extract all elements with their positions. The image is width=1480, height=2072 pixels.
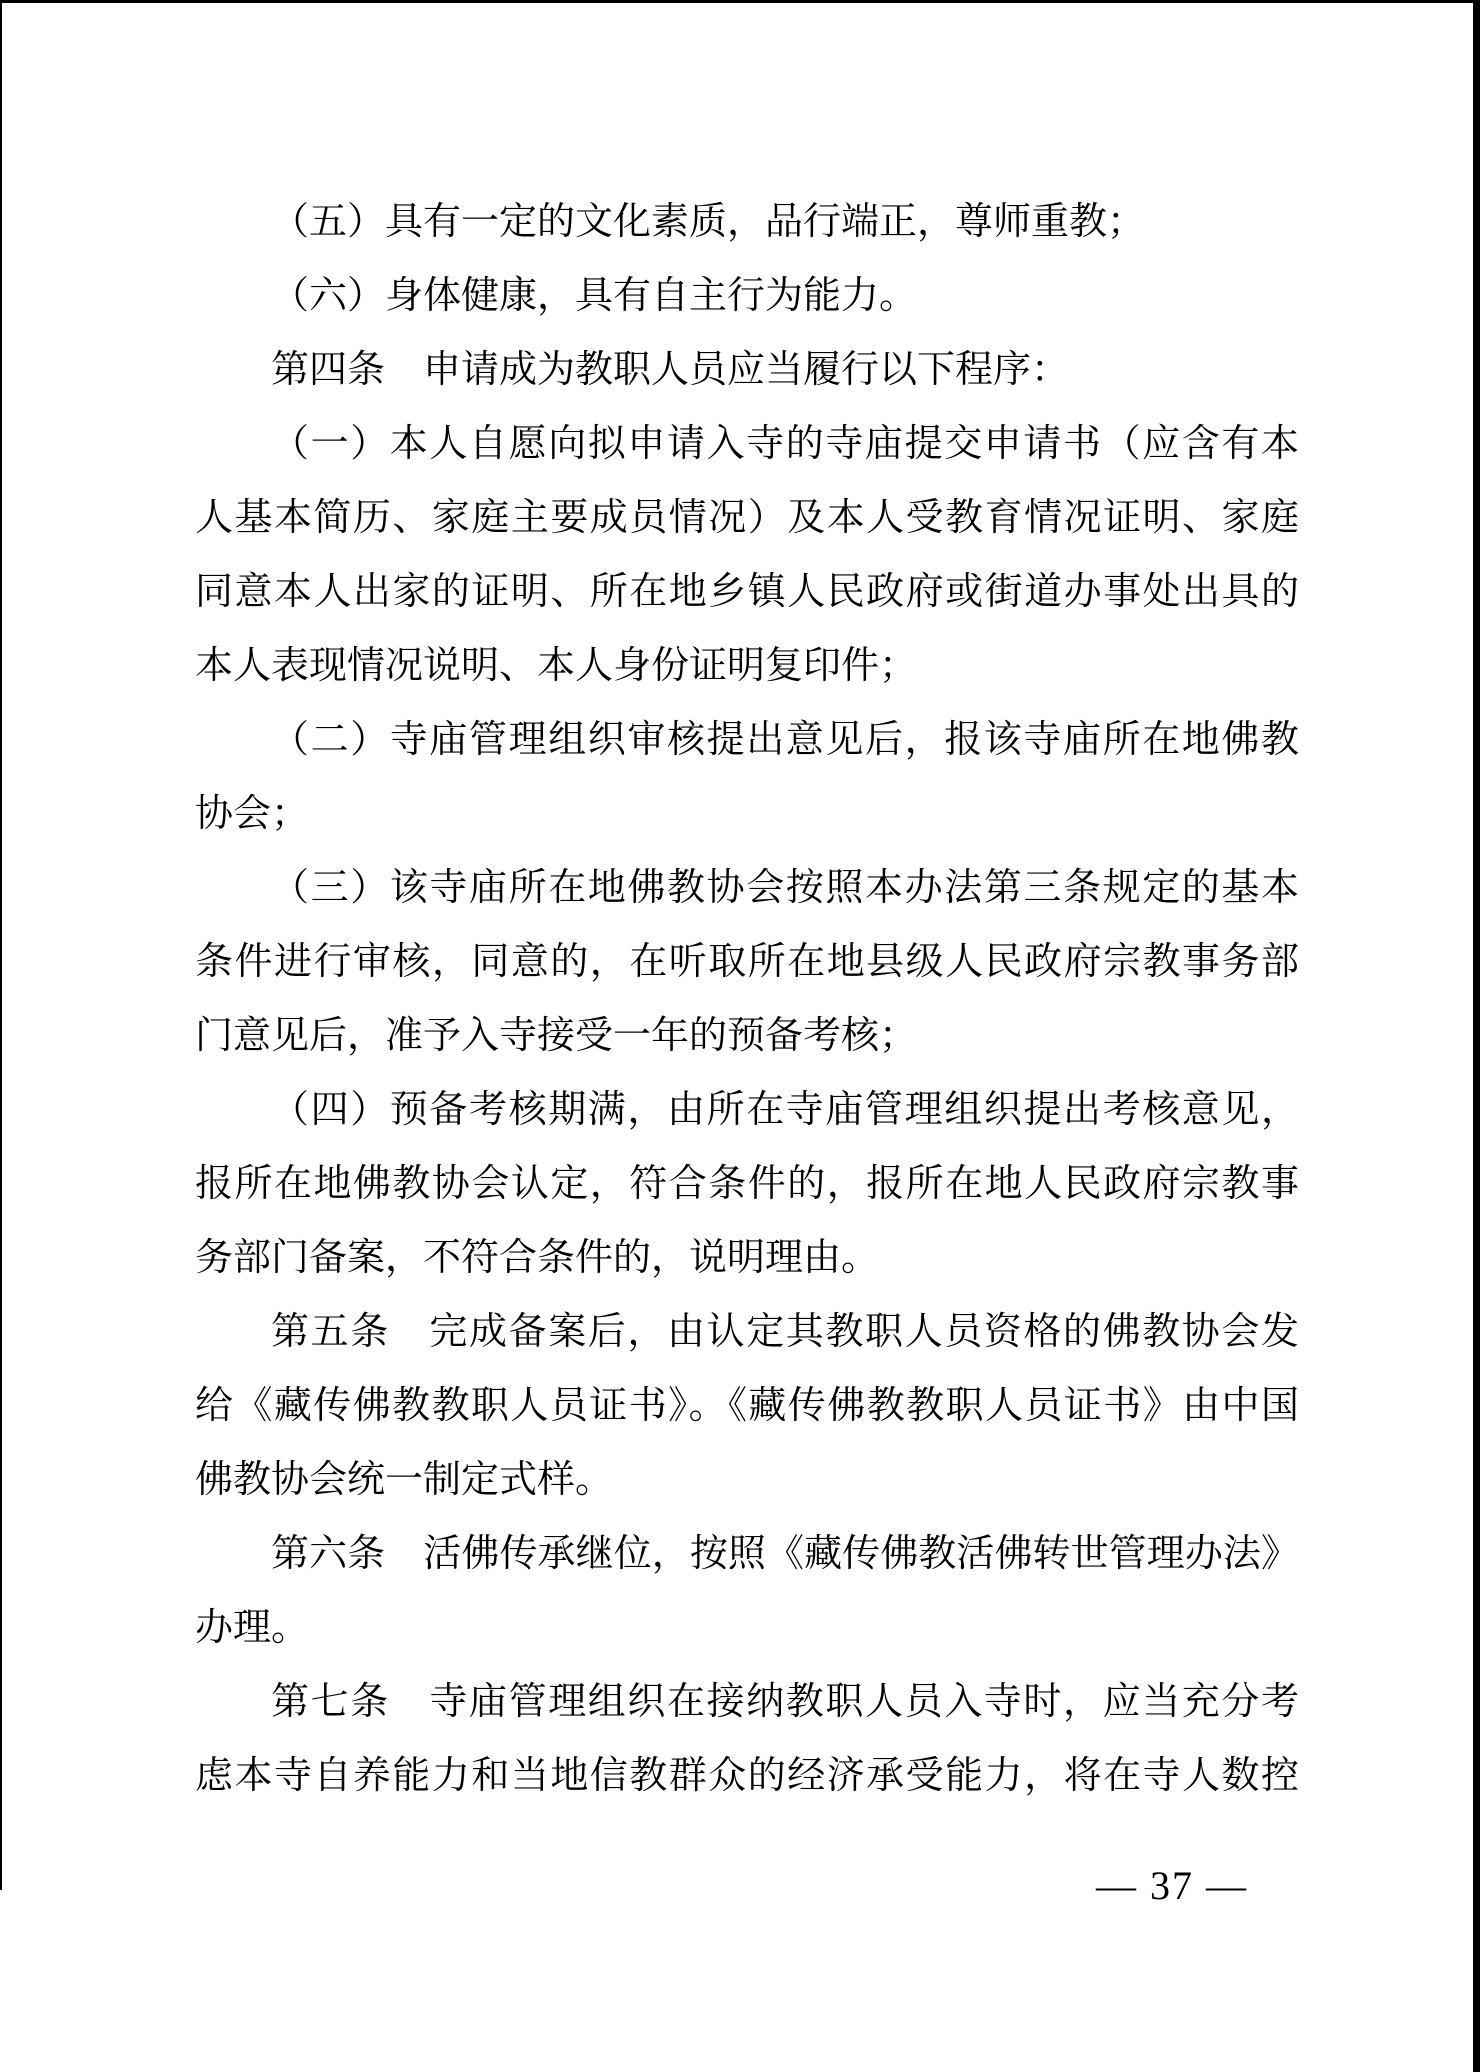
text-line: 第六条 活佛传承继位，按照《藏传佛教活佛转世管理办法》 xyxy=(271,1533,1299,1575)
text-line: 门意见后，准予入寺接受一年的预备考核； xyxy=(195,1015,918,1057)
document-text xyxy=(195,185,1299,1813)
scan-border-right xyxy=(1473,0,1480,2072)
text-line: 本人表现情况说明、本人身份证明复印件； xyxy=(195,645,918,687)
text-line: （二）寺庙管理组织审核提出意见后，报该寺庙所在地佛教 xyxy=(271,719,1299,761)
text-line: 给《藏传佛教教职人员证书》。《藏传佛教教职人员证书》由中国 xyxy=(195,1385,1299,1427)
text-line: 协会； xyxy=(195,793,310,835)
text-line: 第五条 完成备案后，由认定其教职人员资格的佛教协会发 xyxy=(271,1311,1299,1353)
text-line: （三）该寺庙所在地佛教协会按照本办法第三条规定的基本 xyxy=(271,867,1299,909)
text-line: （一）本人自愿向拟申请入寺的寺庙提交申请书（应含有本 xyxy=(271,423,1299,465)
text-line: 佛教协会统一制定式样。 xyxy=(195,1459,614,1501)
text-line: 第七条 寺庙管理组织在接纳教职人员入寺时，应当充分考 xyxy=(271,1681,1299,1723)
text-line: （六）身体健康，具有自主行为能力。 xyxy=(271,275,918,317)
scan-border-top xyxy=(0,0,1480,3)
scan-border-left xyxy=(0,0,2,1890)
text-line: 条件进行审核，同意的，在听取所在地县级人民政府宗教事务部 xyxy=(195,941,1299,983)
text-line: 报所在地佛教协会认定，符合条件的，报所在地人民政府宗教事 xyxy=(195,1163,1299,1205)
page-number: — 37 — xyxy=(1096,1863,1248,1908)
text-line: 办理。 xyxy=(195,1607,310,1649)
text-line: （五）具有一定的文化素质，品行端正，尊师重教； xyxy=(271,201,1146,243)
text-line: 第四条 申请成为教职人员应当履行以下程序： xyxy=(271,349,1070,391)
text-line: （四）预备考核期满，由所在寺庙管理组织提出考核意见， xyxy=(271,1089,1299,1131)
text-line: 人基本简历、家庭主要成员情况）及本人受教育情况证明、家庭 xyxy=(195,497,1299,539)
text-line: 同意本人出家的证明、所在地乡镇人民政府或街道办事处出具的 xyxy=(195,571,1299,613)
text-line: 务部门备案，不符合条件的，说明理由。 xyxy=(195,1237,880,1279)
text-line: 虑本寺自养能力和当地信教群众的经济承受能力，将在寺人数控 xyxy=(195,1755,1299,1797)
